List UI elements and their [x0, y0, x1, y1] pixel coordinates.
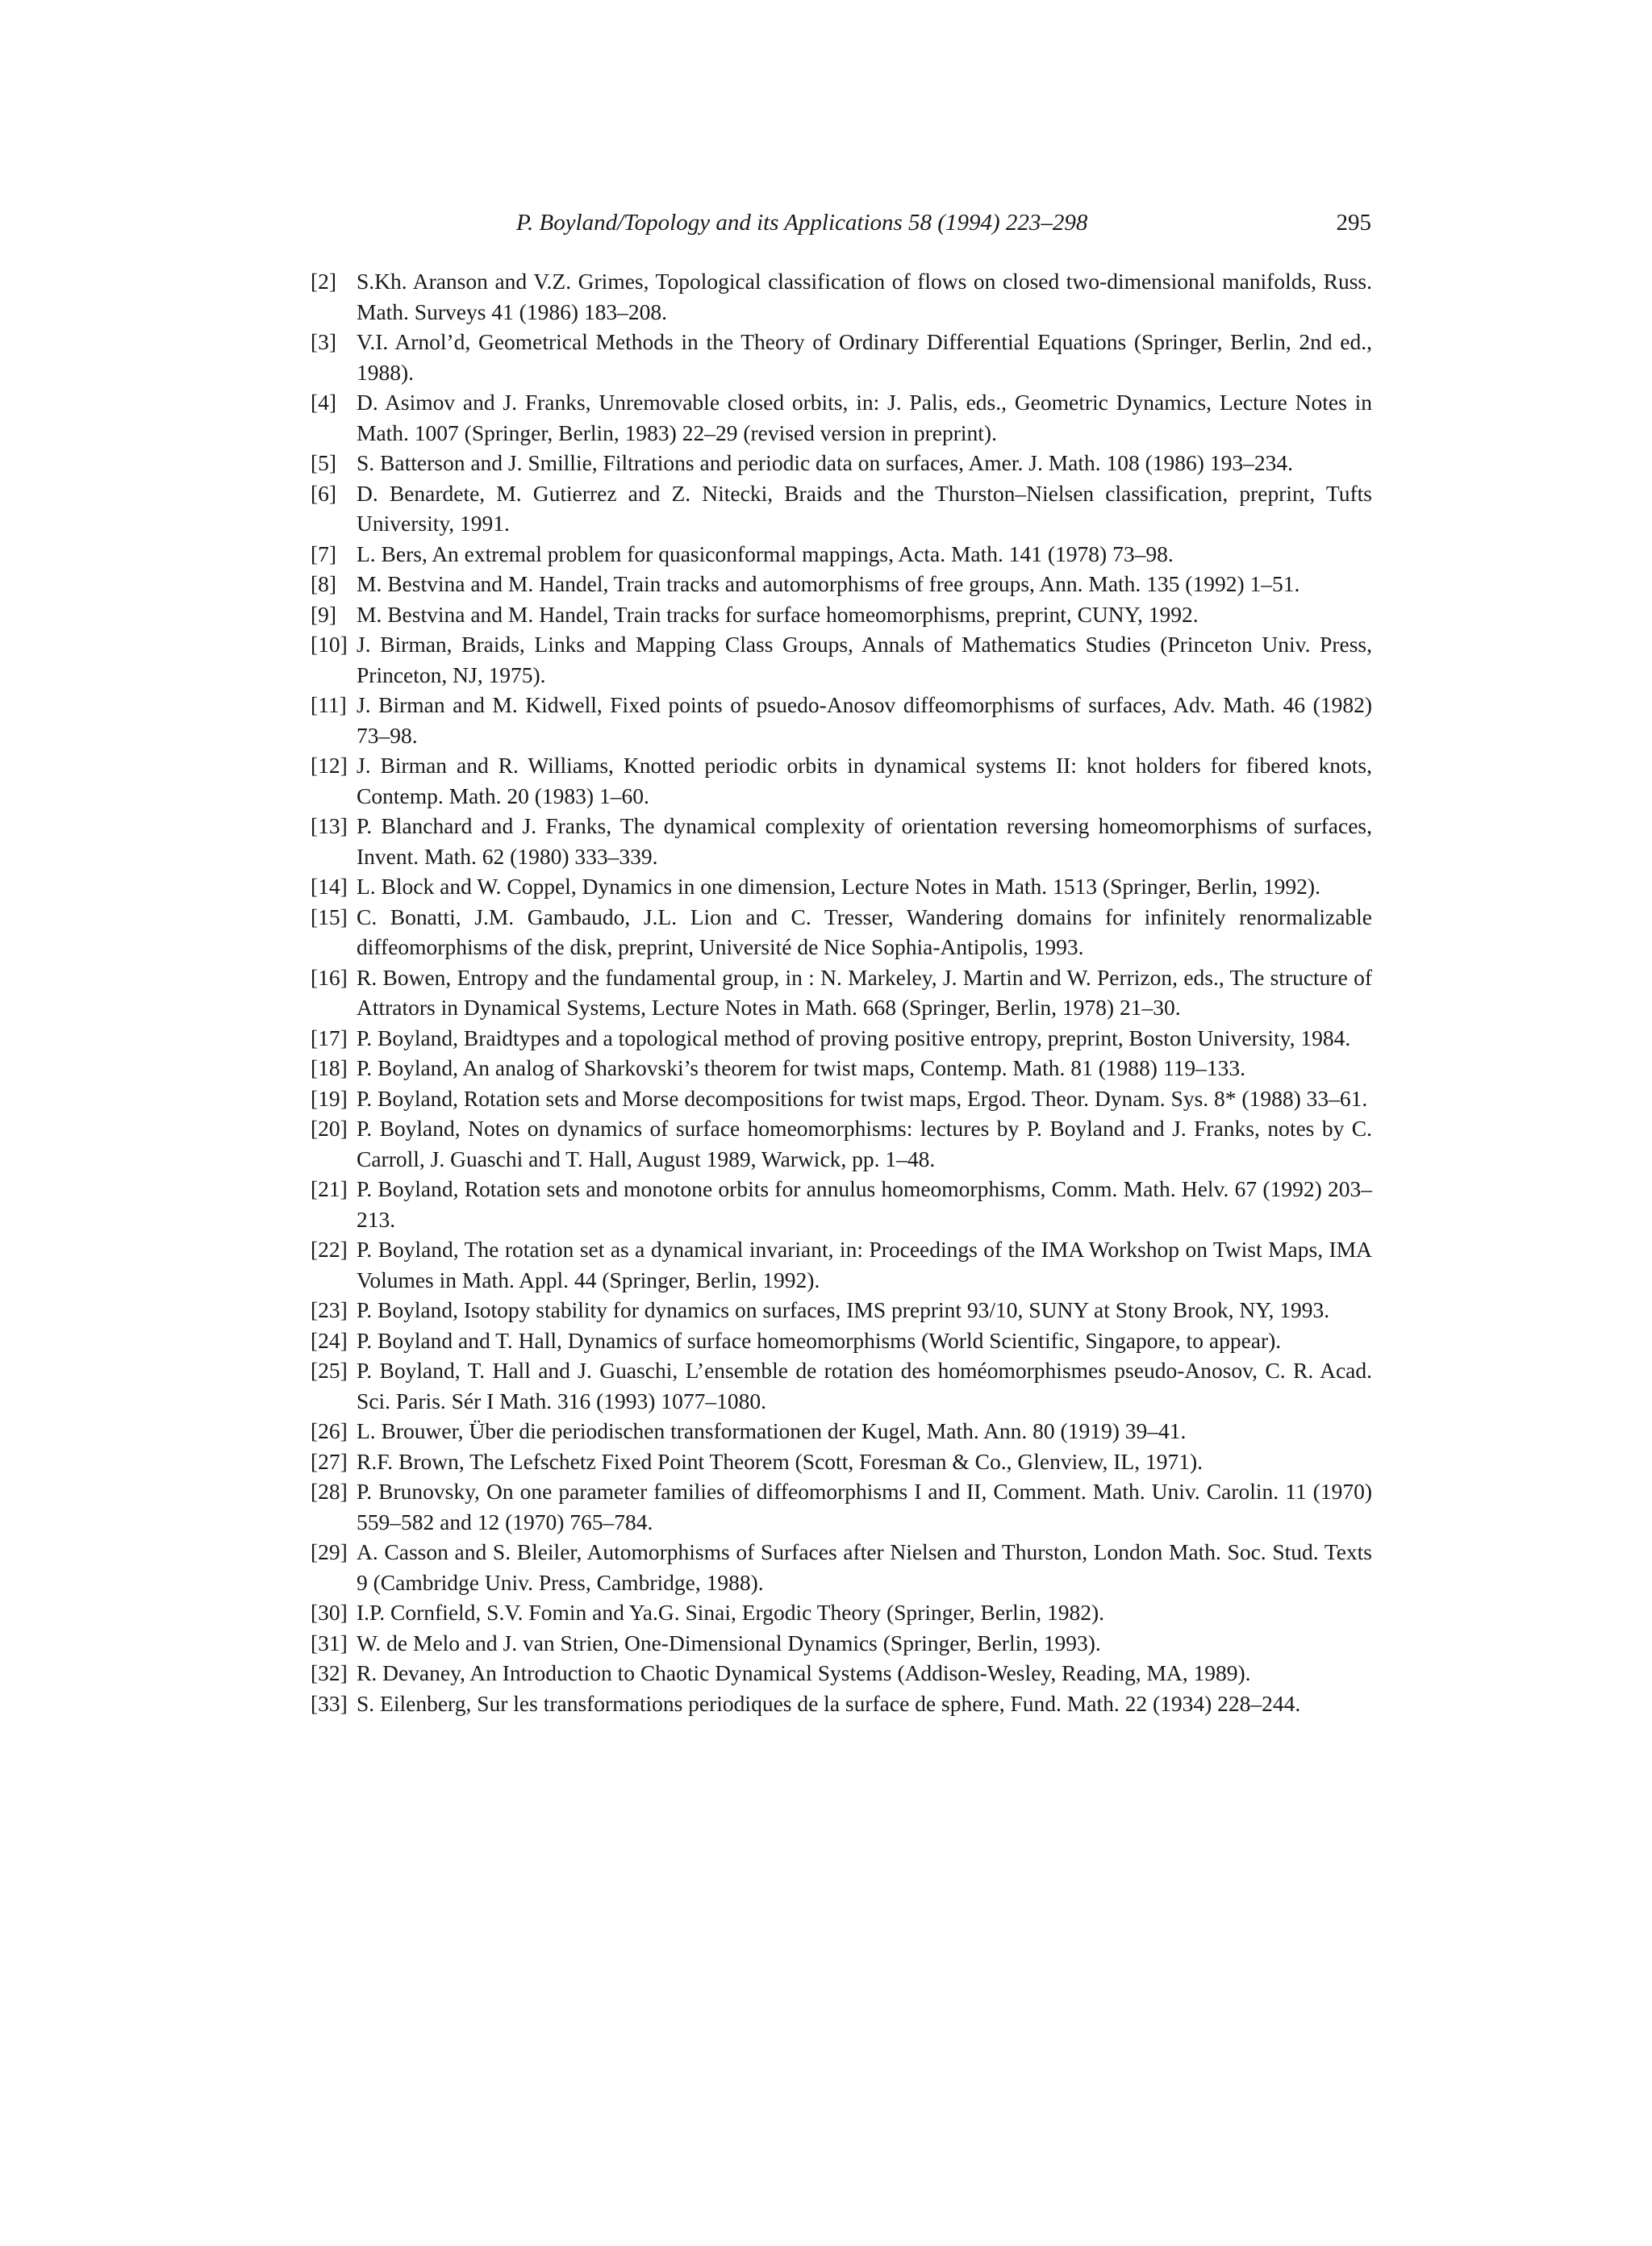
- reference-text: M. Bestvina and M. Handel, Train tracks and automorphisms of free groups, Ann. Math. 135 (1992) 1–51.: [357, 571, 1300, 596]
- reference-label: [27]: [311, 1448, 348, 1474]
- reference-label: [33]: [311, 1690, 348, 1716]
- reference-label: [28]: [311, 1479, 348, 1504]
- reference-text: J. Birman and R. Williams, Knotted periodic orbits in dynamical systems II: knot holders for fibered knots, Contemp. Math. 20 (1983) 1–60.: [357, 753, 1372, 808]
- reference-item: [311, 1053, 1372, 1083]
- reference-text: P. Boyland, An analog of Sharkovski’s theorem for twist maps, Contemp. Math. 81 (1988) 119–133.: [357, 1055, 1245, 1080]
- reference-item: [311, 1689, 1372, 1719]
- reference-text: P. Brunovsky, On one parameter families of diffeomorphisms I and II, Comment. Math. Univ. Carolin. 11 (1970) 559–582 and 12 (1970) 765–784.: [357, 1479, 1372, 1534]
- reference-item: [311, 1597, 1372, 1628]
- reference-label: [30]: [311, 1600, 348, 1625]
- reference-item: [311, 599, 1372, 630]
- reference-label: [6]: [311, 480, 337, 506]
- reference-label: [29]: [311, 1539, 348, 1564]
- reference-text: P. Boyland, Rotation sets and Morse decompositions for twist maps, Ergod. Theor. Dynam. Sys. 8* (1988) 33–61.: [357, 1085, 1368, 1111]
- reference-item: [311, 1628, 1372, 1659]
- reference-text: W. de Melo and J. van Strien, One-Dimensional Dynamics (Springer, Berlin, 1993).: [357, 1630, 1101, 1655]
- reference-item: [311, 327, 1372, 387]
- reference-label: [22]: [311, 1237, 348, 1262]
- reference-item: [311, 448, 1372, 478]
- reference-item: [311, 1113, 1372, 1174]
- reference-item: [311, 1658, 1372, 1689]
- reference-text: S. Eilenberg, Sur les transformations periodiques de la surface de sphere, Fund. Math. 22 (1934) 228–244.: [357, 1690, 1301, 1716]
- reference-label: [25]: [311, 1358, 348, 1383]
- reference-label: [11]: [311, 692, 347, 717]
- reference-item: [311, 871, 1372, 902]
- reference-text: D. Asimov and J. Franks, Unremovable closed orbits, in: J. Palis, eds., Geometric Dynamics, Lecture Notes in Math. 1007 (Springer, Berlin, 1983) 22–29 (revised version in preprint).: [357, 390, 1372, 445]
- reference-item: [311, 539, 1372, 570]
- reference-label: [23]: [311, 1297, 348, 1322]
- reference-text: P. Boyland, Notes on dynamics of surface homeomorphisms: lectures by P. Boyland and J. Franks, notes by C. Carroll, J. Guaschi and T. Hall, August 1989, Warwick, pp. 1–48.: [357, 1116, 1372, 1171]
- reference-label: [20]: [311, 1116, 348, 1141]
- running-header: [516, 207, 1371, 239]
- reference-label: [16]: [311, 964, 348, 990]
- reference-label: [2]: [311, 269, 337, 294]
- reference-item: [311, 1234, 1372, 1295]
- reference-item: [311, 478, 1372, 539]
- reference-item: [311, 962, 1372, 1023]
- reference-text: I.P. Cornfield, S.V. Fomin and Ya.G. Sinai, Ergodic Theory (Springer, Berlin, 1982).: [357, 1600, 1104, 1625]
- reference-label: [9]: [311, 601, 337, 627]
- reference-label: [12]: [311, 753, 348, 778]
- reference-label: [31]: [311, 1630, 348, 1655]
- reference-item: [311, 1325, 1372, 1356]
- reference-text: J. Birman and M. Kidwell, Fixed points of psuedo-Anosov diffeomorphisms of surfaces, Adv. Math. 46 (1982) 73–98.: [357, 692, 1372, 748]
- reference-text: S. Batterson and J. Smillie, Filtrations and periodic data on surfaces, Amer. J. Math. 108 (1986) 193–234.: [357, 450, 1293, 475]
- reference-item: [311, 750, 1372, 811]
- reference-text: P. Boyland and T. Hall, Dynamics of surface homeomorphisms (World Scientific, Singapore, to appear).: [357, 1327, 1282, 1353]
- reference-label: [26]: [311, 1418, 348, 1443]
- reference-label: [3]: [311, 329, 337, 354]
- reference-text: R. Devaney, An Introduction to Chaotic Dynamical Systems (Addison-Wesley, Reading, MA, 1989).: [357, 1660, 1251, 1685]
- reference-item: [311, 902, 1372, 962]
- reference-text: L. Brouwer, Über die periodischen transformationen der Kugel, Math. Ann. 80 (1919) 39–41.: [357, 1418, 1187, 1443]
- reference-text: P. Boyland, Braidtypes and a topological method of proving positive entropy, preprint, Boston University, 1984.: [357, 1025, 1351, 1050]
- reference-item: [311, 1447, 1372, 1477]
- reference-label: [8]: [311, 571, 337, 596]
- reference-label: [19]: [311, 1085, 348, 1111]
- reference-item: [311, 266, 1372, 327]
- reference-item: [311, 629, 1372, 690]
- reference-item: [311, 1416, 1372, 1447]
- reference-text: R.F. Brown, The Lefschetz Fixed Point Theorem (Scott, Foresman & Co., Glenview, IL, 1971).: [357, 1448, 1204, 1474]
- reference-list: [311, 266, 1372, 1718]
- reference-item: [311, 1174, 1372, 1234]
- page-number: 295: [1336, 210, 1371, 236]
- reference-label: [4]: [311, 390, 337, 415]
- reference-text: J. Birman, Braids, Links and Mapping Class Groups, Annals of Mathematics Studies (Princeton Univ. Press, Princeton, NJ, 1975).: [357, 632, 1372, 687]
- reference-text: P. Boyland, The rotation set as a dynamical invariant, in: Proceedings of the IMA Workshop on Twist Maps, IMA Volumes in Math. Appl. 44 (Springer, Berlin, 1992).: [357, 1237, 1372, 1292]
- reference-item: [311, 1083, 1372, 1114]
- reference-text: P. Boyland, Isotopy stability for dynamics on surfaces, IMS preprint 93/10, SUNY at Stony Brook, NY, 1993.: [357, 1297, 1330, 1322]
- reference-text: L. Bers, An extremal problem for quasiconformal mappings, Acta. Math. 141 (1978) 73–98.: [357, 541, 1174, 566]
- reference-text: D. Benardete, M. Gutierrez and Z. Nitecki, Braids and the Thurston–Nielsen classification, preprint, Tufts University, 1991.: [357, 480, 1372, 536]
- reference-label: [13]: [311, 813, 348, 838]
- reference-text: P. Blanchard and J. Franks, The dynamical complexity of orientation reversing homeomorphisms of surfaces, Invent. Math. 62 (1980) 333–339.: [357, 813, 1372, 869]
- reference-text: M. Bestvina and M. Handel, Train tracks for surface homeomorphisms, preprint, CUNY, 1992.: [357, 601, 1199, 627]
- reference-item: [311, 1023, 1372, 1054]
- reference-item: [311, 1476, 1372, 1537]
- reference-item: [311, 1295, 1372, 1325]
- reference-item: [311, 811, 1372, 871]
- reference-label: [24]: [311, 1327, 348, 1353]
- reference-text: R. Bowen, Entropy and the fundamental group, in : N. Markeley, J. Martin and W. Perrizon, eds., The structure of Attrators in Dynamical Systems, Lecture Notes in Math. 668 (Springer, Berlin, 1978) 21–30.: [357, 964, 1372, 1020]
- reference-label: [15]: [311, 904, 348, 929]
- reference-label: [14]: [311, 874, 348, 899]
- reference-label: [10]: [311, 632, 348, 657]
- reference-text: P. Boyland, Rotation sets and monotone orbits for annulus homeomorphisms, Comm. Math. Helv. 67 (1992) 203–213.: [357, 1176, 1372, 1232]
- running-header-title: P. Boyland/Topology and its Applications 58 (1994) 223–298: [516, 210, 1088, 236]
- reference-item: [311, 569, 1372, 599]
- reference-item: [311, 690, 1372, 750]
- reference-text: V.I. Arnol’d, Geometrical Methods in the Theory of Ordinary Differential Equations (Springer, Berlin, 2nd ed., 1988).: [357, 329, 1372, 385]
- reference-item: [311, 1355, 1372, 1416]
- reference-label: [18]: [311, 1055, 348, 1080]
- reference-label: [7]: [311, 541, 337, 566]
- reference-text: P. Boyland, T. Hall and J. Guaschi, L’ensemble de rotation des homéomorphismes pseudo-Anosov, C. R. Acad. Sci. Paris. Sér I Math. 316 (1993) 1077–1080.: [357, 1358, 1372, 1413]
- reference-label: [17]: [311, 1025, 348, 1050]
- reference-label: [21]: [311, 1176, 348, 1201]
- reference-text: S.Kh. Aranson and V.Z. Grimes, Topological classification of flows on closed two-dimensional manifolds, Russ. Math. Surveys 41 (1986) 183–208.: [357, 269, 1372, 324]
- reference-item: [311, 387, 1372, 448]
- reference-label: [5]: [311, 450, 337, 475]
- reference-text: L. Block and W. Coppel, Dynamics in one dimension, Lecture Notes in Math. 1513 (Springer, Berlin, 1992).: [357, 874, 1320, 899]
- reference-text: A. Casson and S. Bleiler, Automorphisms of Surfaces after Nielsen and Thurston, London Math. Soc. Stud. Texts 9 (Cambridge Univ. Press, Cambridge, 1988).: [357, 1539, 1372, 1595]
- reference-label: [32]: [311, 1660, 348, 1685]
- reference-text: C. Bonatti, J.M. Gambaudo, J.L. Lion and C. Tresser, Wandering domains for infinitely renormalizable diffeomorphisms of the disk, preprint, Université de Nice Sophia-Antipolis, 1993.: [357, 904, 1372, 959]
- reference-item: [311, 1537, 1372, 1597]
